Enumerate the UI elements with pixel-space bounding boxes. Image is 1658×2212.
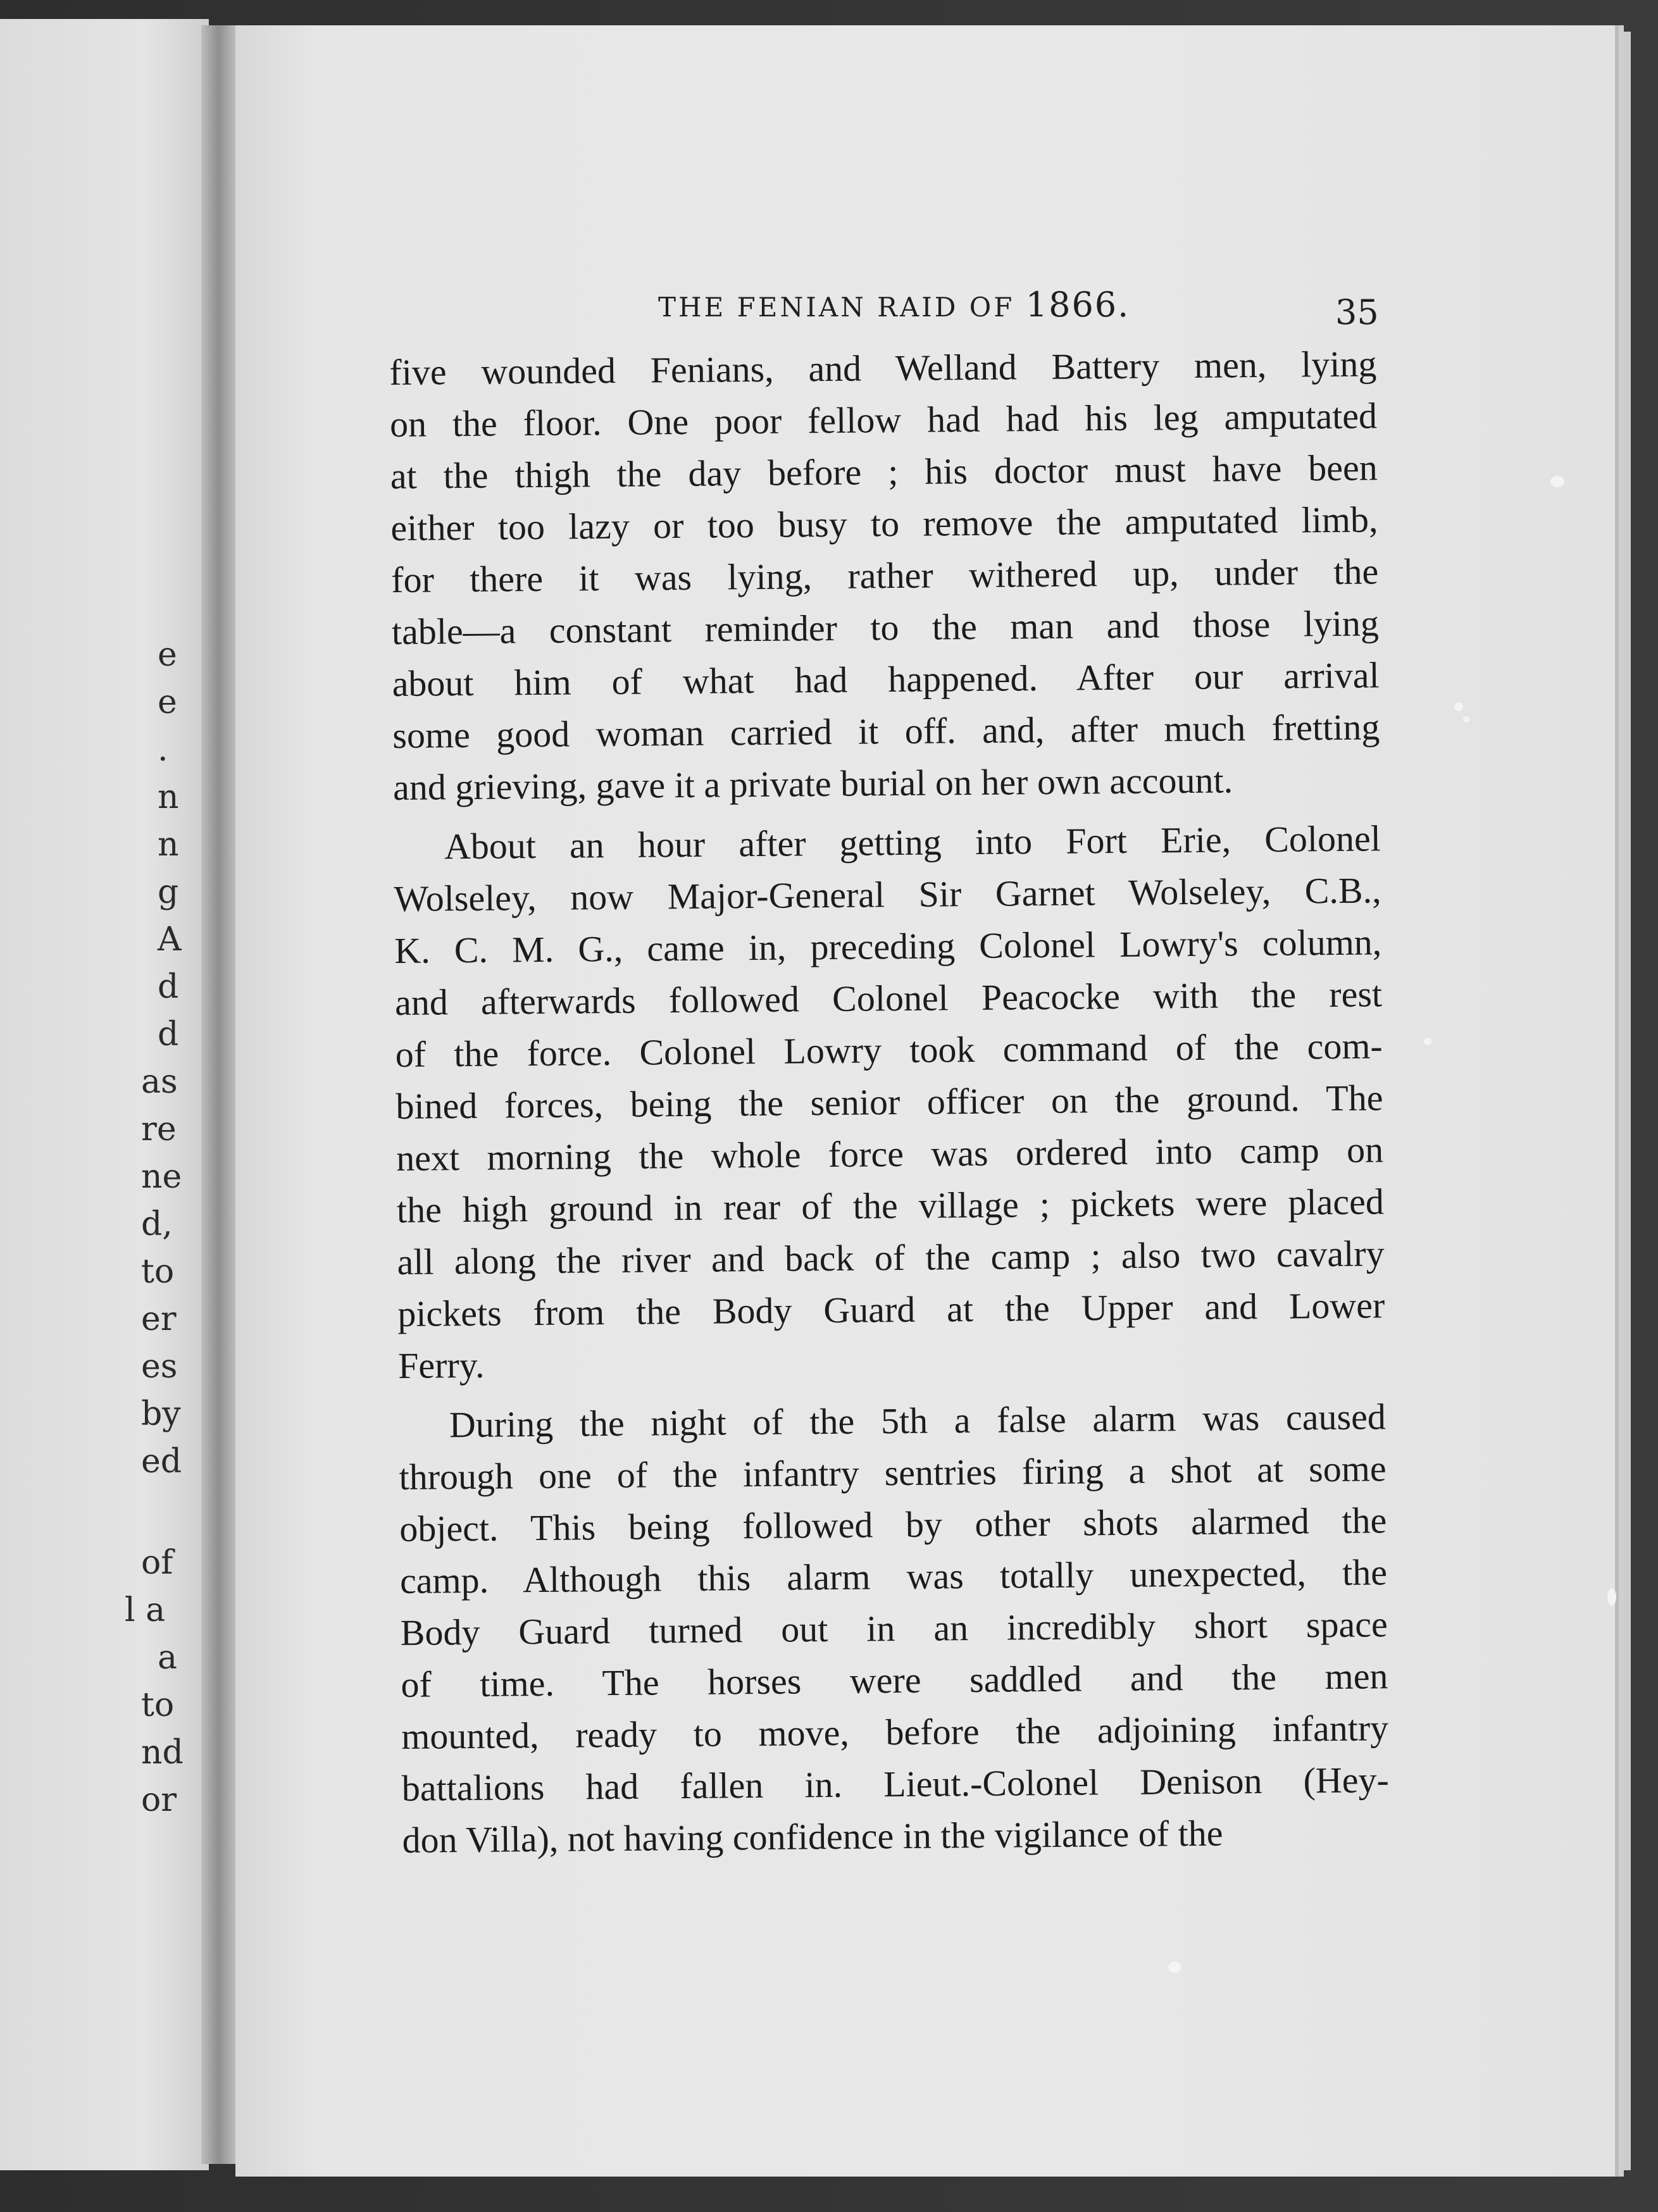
text-line: through one of the infantry sentries firing a shot at some <box>399 1448 1387 1498</box>
scan-speck <box>1168 1961 1181 1973</box>
text-line: and grieving, gave it a private burial on her own account. <box>392 759 1233 808</box>
left-page-fragment: n <box>158 826 179 864</box>
text-line: on the floor. One poor fellow had had his leg amputated <box>389 395 1378 445</box>
book-gutter <box>201 25 239 2164</box>
page-edge <box>1617 32 1631 2170</box>
left-page-fragment: d <box>158 968 179 1006</box>
text-line: table—a constant reminder to the man and those lying <box>391 602 1380 652</box>
left-page-fragment: . <box>158 731 168 769</box>
running-head <box>658 285 1130 325</box>
text-line: pickets from the Body Guard at the Upper and Lower <box>397 1284 1385 1334</box>
left-page-fragment: as <box>141 1063 178 1101</box>
text-line: either too lazy or too busy to remove the amputated limb, <box>390 499 1378 549</box>
page-number: 35 <box>1335 292 1379 332</box>
body-text <box>389 338 1390 1867</box>
scan-speck <box>1454 702 1463 711</box>
left-page-fragment: es <box>141 1348 178 1386</box>
scan-speck <box>1550 476 1564 487</box>
left-page-fragment: or <box>141 1781 177 1819</box>
text-line: bined forces, being the senior officer on the ground. The <box>396 1077 1383 1127</box>
text-line: camp. Although this alarm was totally unexpected, the <box>399 1551 1388 1601</box>
text-line: Wolseley, now Major-General Sir Garnet Wolseley, C.B., <box>394 869 1381 919</box>
text-line: about him of what had happened. After our arrival <box>392 654 1380 704</box>
left-page-fragment: re <box>141 1110 177 1148</box>
left-page-fragment: ed <box>141 1443 182 1481</box>
left-page-fragment: e <box>158 636 177 674</box>
text-line: next morning the whole force was ordered into camp on <box>396 1129 1384 1179</box>
left-page-fragment: a <box>158 1639 178 1677</box>
left-page-fragment: d <box>158 1016 179 1053</box>
left-page-fragment: ne <box>141 1158 182 1196</box>
left-page-fragment: nd <box>141 1734 184 1772</box>
left-page-fragment: e <box>158 683 177 721</box>
left-page-fragment: l a <box>125 1591 166 1629</box>
left-page-fragment: er <box>141 1300 177 1338</box>
left-page-fragment: g <box>158 873 179 911</box>
text-line: and afterwards followed Colonel Peacocke with the rest <box>394 973 1383 1023</box>
text-line: About an hour after getting into Fort Erie, Colonel <box>444 817 1381 867</box>
text-line: of time. The horses were saddled and the men <box>401 1655 1388 1705</box>
running-head-title: THE FENIAN RAID OF <box>658 292 1015 323</box>
running-head-year: 1866. <box>1025 285 1130 325</box>
text-line: mounted, ready to move, before the adjoining infantry <box>401 1707 1389 1757</box>
text-line: at the thigh the day before ; his doctor must have been <box>390 447 1378 497</box>
text-line: all along the river and back of the camp ; also two cavalry <box>397 1233 1385 1283</box>
text-line: don Villa), not having confidence in the vigilance of the <box>402 1812 1223 1861</box>
left-page-fragment: by <box>141 1395 181 1433</box>
scan-speck <box>1424 1038 1431 1045</box>
text-line: battalions had fallen in. Lieut.-Colonel Denison (Hey- <box>401 1759 1390 1809</box>
text-line: During the night of the 5th a false alarm was caused <box>449 1396 1387 1446</box>
text-line: Ferry. <box>397 1344 485 1386</box>
scan-speck <box>1607 1588 1616 1606</box>
left-facing-page <box>0 19 209 2170</box>
left-page-fragment: d, <box>141 1205 173 1243</box>
text-line: of the force. Colonel Lowry took command of the com- <box>395 1025 1383 1075</box>
text-line: the high ground in rear of the village ; pickets were placed <box>396 1181 1385 1231</box>
text-line: some good woman carried it off. and, after much fretting <box>392 706 1380 756</box>
left-page-fragment: to <box>141 1686 175 1724</box>
text-line: Body Guard turned out in an incredibly short space <box>400 1603 1388 1653</box>
text-line: five wounded Fenians, and Welland Battery men, lying <box>389 343 1377 393</box>
scan-speck <box>1463 716 1469 723</box>
text-line: object. This being followed by other shots alarmed the <box>399 1500 1387 1550</box>
left-page-fragment: to <box>141 1253 175 1291</box>
left-page-fragment: A <box>158 921 182 959</box>
left-page-fragment: of <box>141 1544 173 1582</box>
text-line: for there it was lying, rather withered up, under the <box>390 550 1379 600</box>
left-page-fragment: n <box>158 778 179 816</box>
text-line: K. C. M. G., came in, preceding Colonel Lowry's column, <box>394 921 1382 971</box>
